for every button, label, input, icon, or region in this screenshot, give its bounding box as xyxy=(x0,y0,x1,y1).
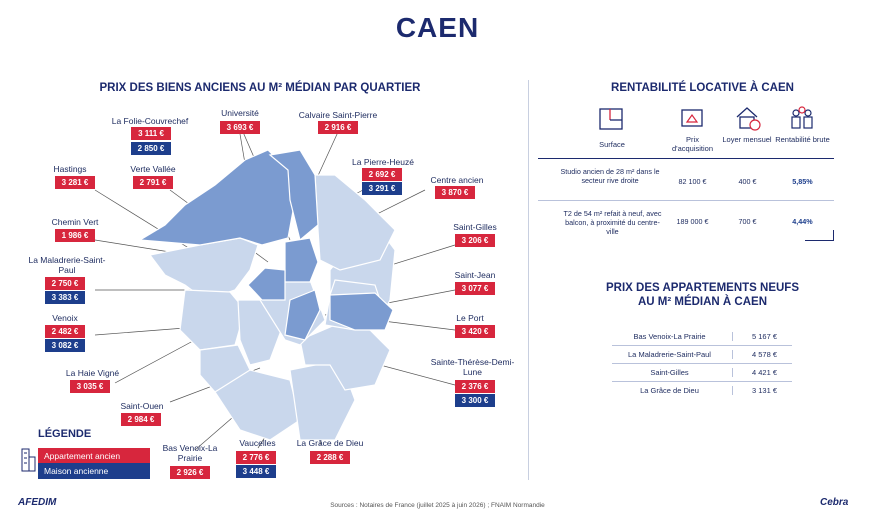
quartier-name: Verte Vallée xyxy=(130,164,176,174)
row2-rentabilite: 4,44% xyxy=(792,217,813,226)
appartement-price: 2 776 € xyxy=(236,451,276,464)
neuf-name: Bas Venoix-La Prairie xyxy=(633,332,706,341)
neuf-name: La Grâce de Dieu xyxy=(640,386,699,395)
quartier-name: Le Port xyxy=(456,313,484,323)
quartier-name: La Folie-Couvrechef xyxy=(111,116,189,126)
row1-rentabilite: 5,85% xyxy=(792,177,813,186)
col-rentabilite: Rentabilité brute xyxy=(775,135,830,144)
neuf-row xyxy=(612,346,792,364)
table-divider xyxy=(538,158,834,159)
maison-price: 3 082 € xyxy=(45,339,85,352)
appartement-price: 3 206 € xyxy=(455,234,495,247)
neuf-name: Saint-Gilles xyxy=(650,368,689,377)
appartement-price: 3 281 € xyxy=(55,176,95,189)
legend-title: LÉGENDE xyxy=(38,428,92,440)
neufs-title-line2: AU M² MÉDIAN À CAEN xyxy=(637,296,768,308)
legend-maison: Maison ancienne xyxy=(38,463,150,479)
sources: Sources : Notaires de France (juillet 2025 à juin 2026) ; FNAIM Normandie xyxy=(330,502,545,509)
quartier-name: Sainte-Thérèse-Demi-Lune xyxy=(430,357,515,377)
neufs-title-line1: PRIX DES APPARTEMENTS NEUFS xyxy=(606,282,799,294)
neuf-value: 4 578 € xyxy=(732,350,792,359)
quartier-name: Centre ancien xyxy=(430,175,484,185)
row1-loyer: 400 € xyxy=(738,177,757,186)
table-end-mark xyxy=(805,240,833,241)
floorplan-icon xyxy=(598,106,624,132)
building-icon xyxy=(20,447,36,473)
col-prix: Prix d'acquisition xyxy=(671,135,714,153)
col-loyer: Loyer mensuel xyxy=(722,135,772,144)
maison-price: 3 300 € xyxy=(455,394,495,407)
appartement-price: 2 926 € xyxy=(170,466,210,479)
quartier-name: Bas Venoix-La Prairie xyxy=(162,443,218,463)
appartement-price: 3 693 € xyxy=(220,121,260,134)
row1-surface: Studio ancien de 28 m² dans le secteur rive droite xyxy=(560,167,660,185)
quartier-name: Venoix xyxy=(52,313,78,323)
quartier-name: La Maladrerie-Saint-Paul xyxy=(28,255,106,275)
appartement-price: 3 111 € xyxy=(131,127,171,140)
quartier-name: Calvaire Saint-Pierre xyxy=(298,110,378,120)
quartier-name: Hastings xyxy=(53,164,87,174)
neuf-value: 4 421 € xyxy=(732,368,792,377)
table-end-mark xyxy=(833,230,834,241)
people-icon xyxy=(788,104,816,132)
row1-prix: 82 100 € xyxy=(678,177,707,186)
quartier-name: Saint-Jean xyxy=(454,270,496,280)
table-divider xyxy=(538,200,834,201)
appartement-price: 2 482 € xyxy=(45,325,85,338)
appartement-price: 2 916 € xyxy=(318,121,358,134)
neuf-value: 3 131 € xyxy=(732,386,792,395)
rentabilite-title: RENTABILITÉ LOCATIVE À CAEN xyxy=(611,82,794,94)
quartier-name: Saint-Ouen xyxy=(120,401,164,411)
quartier-name: Université xyxy=(221,108,259,118)
row2-surface: T2 de 54 m² refait à neuf, avec balcon, à proximité du centre-ville xyxy=(563,209,662,236)
row2-loyer: 700 € xyxy=(738,217,757,226)
price-tag-icon xyxy=(679,106,705,132)
left-section-title: PRIX DES BIENS ANCIENS AU M² MÉDIAN PAR QUARTIER xyxy=(99,82,421,94)
afedim-logo: AFEDIM xyxy=(18,497,57,508)
neuf-row xyxy=(612,328,792,346)
section-divider xyxy=(528,80,529,480)
page-title: CAEN xyxy=(395,12,480,43)
cebra-logo: Cebra xyxy=(820,497,849,508)
quartier-name: La Haie Vigné xyxy=(65,368,120,378)
quartier-name: Chemin Vert xyxy=(51,217,99,227)
neuf-name: La Maladrerie-Saint-Paul xyxy=(628,350,711,359)
appartement-price: 2 791 € xyxy=(133,176,173,189)
legend-appartement: Appartement ancien xyxy=(38,448,150,464)
maison-price: 3 448 € xyxy=(236,465,276,478)
neuf-row xyxy=(612,364,792,382)
maison-price: 2 850 € xyxy=(131,142,171,155)
maison-price: 3 291 € xyxy=(362,182,402,195)
row2-prix: 189 000 € xyxy=(676,217,709,226)
quartier-name: Saint-Gilles xyxy=(453,222,497,232)
appartement-price: 3 077 € xyxy=(455,282,495,295)
appartement-price: 2 376 € xyxy=(455,380,495,393)
appartement-price: 3 035 € xyxy=(70,380,110,393)
appartement-price: 1 986 € xyxy=(55,229,95,242)
appartement-price: 3 870 € xyxy=(435,186,475,199)
maison-price: 3 383 € xyxy=(45,291,85,304)
quartier-name: Vaucelles xyxy=(239,438,276,448)
quartier-name: La Grâce de Dieu xyxy=(296,438,364,448)
neuf-row xyxy=(612,382,792,399)
appartement-price: 2 984 € xyxy=(121,413,161,426)
col-surface: Surface xyxy=(599,140,625,149)
appartement-price: 2 288 € xyxy=(310,451,350,464)
quartier-name: La Pierre-Heuzé xyxy=(352,157,414,167)
appartement-price: 2 692 € xyxy=(362,168,402,181)
appartement-price: 2 750 € xyxy=(45,277,85,290)
appartement-price: 3 420 € xyxy=(455,325,495,338)
house-coin-icon xyxy=(734,104,762,132)
neuf-value: 5 167 € xyxy=(732,332,792,341)
